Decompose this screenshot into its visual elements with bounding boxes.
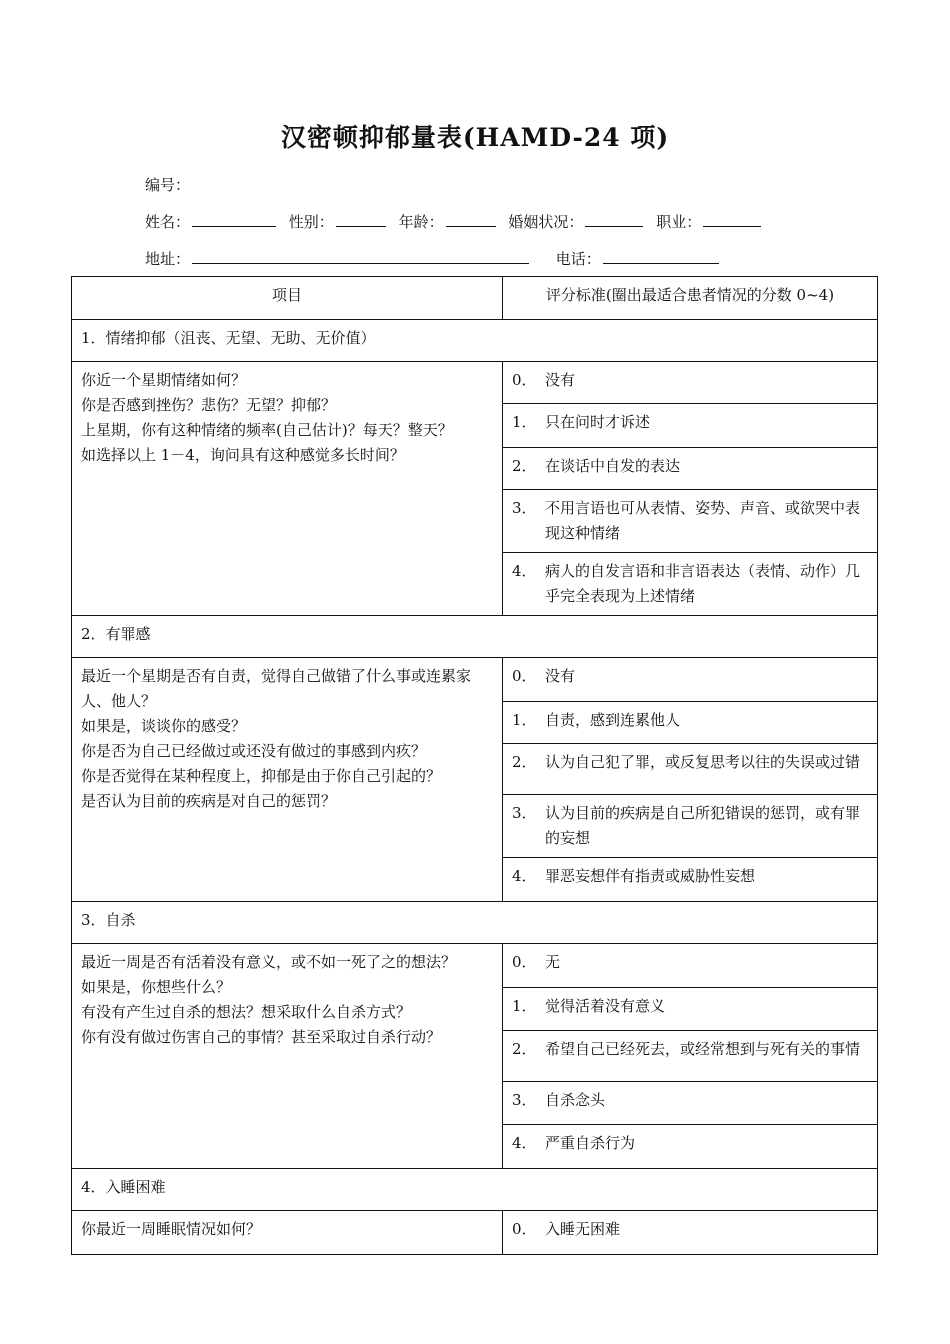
- section-title-guilt: 2．有罪感: [72, 616, 878, 658]
- question-line: 最近一个星期是否有自责，觉得自己做错了什么事或连累家人、他人？: [81, 667, 472, 710]
- score-option[interactable]: 4． 罪恶妄想伴有指责或威胁性妄想: [503, 858, 878, 902]
- question-line: 你有没有做过伤害自己的事情？甚至采取过自杀行动？: [81, 1028, 442, 1046]
- score-option[interactable]: 0． 没有: [503, 362, 878, 404]
- gender-field[interactable]: [336, 212, 386, 227]
- header-score: 评分标准(圈出最适合患者情况的分数 0~4): [503, 277, 878, 320]
- score-option[interactable]: 0． 入睡无困难: [503, 1211, 878, 1255]
- job-field[interactable]: [703, 212, 761, 227]
- question-line: 如果是，谈谈你的感受？: [81, 717, 247, 735]
- phone-label: 电话：: [555, 250, 601, 268]
- table-header-row: [72, 277, 878, 320]
- question-cell-suicide: [72, 944, 503, 1169]
- document-title: 汉密顿抑郁量表(HAMD-24 项): [280, 123, 670, 152]
- score-option[interactable]: 4． 严重自杀行为: [503, 1125, 878, 1169]
- question-line: 如选择以上 1－4，询问具有这种感觉多长时间？: [81, 446, 405, 464]
- address-label: 地址：: [145, 250, 191, 268]
- score-option[interactable]: 4． 病人的自发言语和非言语表达（表情、动作）几乎完全表现为上述情绪: [503, 553, 878, 616]
- question-line: 有没有产生过自杀的想法？想采取什么自杀方式？: [81, 1003, 412, 1021]
- score-option[interactable]: 1． 只在问时才诉述: [503, 404, 878, 448]
- marital-field[interactable]: [585, 212, 643, 227]
- question-line: 如果是，你想些什么？: [81, 978, 232, 996]
- name-label: 姓名：: [145, 213, 191, 231]
- score-option[interactable]: 2． 认为自己犯了罪，或反复思考以往的失误或过错: [503, 744, 878, 795]
- phone-field[interactable]: [603, 249, 719, 264]
- info-row-personal: [145, 211, 769, 232]
- question-line: 上星期，你有这种情绪的频率(自己估计)？每天？整天？: [81, 421, 453, 439]
- score-option[interactable]: 1． 觉得活着没有意义: [503, 988, 878, 1031]
- question-line: 你是否感到挫伤？悲伤？无望？抑郁？: [81, 396, 337, 414]
- question-line: 你近一个星期情绪如何？: [81, 371, 247, 389]
- question-line: 最近一周是否有活着没有意义，或不如一死了之的想法？: [81, 953, 457, 971]
- score-option[interactable]: 2． 希望自己已经死去，或经常想到与死有关的事情: [503, 1031, 878, 1082]
- score-option[interactable]: 1． 自责，感到连累他人: [503, 702, 878, 744]
- section-title-row: [72, 320, 878, 362]
- info-row-contact: [145, 248, 727, 269]
- section-title-row: [72, 902, 878, 944]
- name-field[interactable]: [192, 212, 276, 227]
- address-field[interactable]: [192, 249, 529, 264]
- hamd-scale-table: [71, 276, 878, 1255]
- section-title-row: [72, 616, 878, 658]
- number-label: 编号：: [145, 176, 191, 194]
- score-option[interactable]: 0． 无: [503, 944, 878, 988]
- section-title-insomnia: 4．入睡困难: [72, 1169, 878, 1211]
- job-label: 职业：: [656, 213, 702, 231]
- header-item: 项目: [72, 277, 503, 320]
- section-title-row: [72, 1169, 878, 1211]
- age-label: 年龄：: [398, 213, 444, 231]
- gender-label: 性别：: [288, 213, 334, 231]
- section-title-suicide: 3．自杀: [72, 902, 878, 944]
- age-field[interactable]: [446, 212, 496, 227]
- score-option[interactable]: 3． 自杀念头: [503, 1082, 878, 1125]
- question-line: 你是否觉得在某种程度上，抑郁是由于你自己引起的？: [81, 767, 442, 785]
- marital-label: 婚姻状况：: [508, 213, 584, 231]
- info-row-number: [145, 174, 190, 195]
- section-title-mood: 1．情绪抑郁（沮丧、无望、无助、无价值）: [72, 320, 878, 362]
- score-option[interactable]: 3． 不用言语也可从表情、姿势、声音、或欲哭中表现这种情绪: [503, 490, 878, 553]
- question-line: 你是否为自己已经做过或还没有做过的事感到内疚？: [81, 742, 427, 760]
- question-line: 你最近一周睡眠情况如何？: [81, 1220, 262, 1238]
- score-option[interactable]: 0． 没有: [503, 658, 878, 702]
- question-cell-mood: [72, 362, 503, 616]
- question-cell-guilt: [72, 658, 503, 902]
- question-line: 是否认为目前的疾病是对自己的惩罚？: [81, 792, 337, 810]
- score-option[interactable]: 2． 在谈话中自发的表达: [503, 448, 878, 490]
- question-cell-insomnia: [72, 1211, 503, 1255]
- score-option[interactable]: 3． 认为目前的疾病是自己所犯错误的惩罚，或有罪的妄想: [503, 795, 878, 858]
